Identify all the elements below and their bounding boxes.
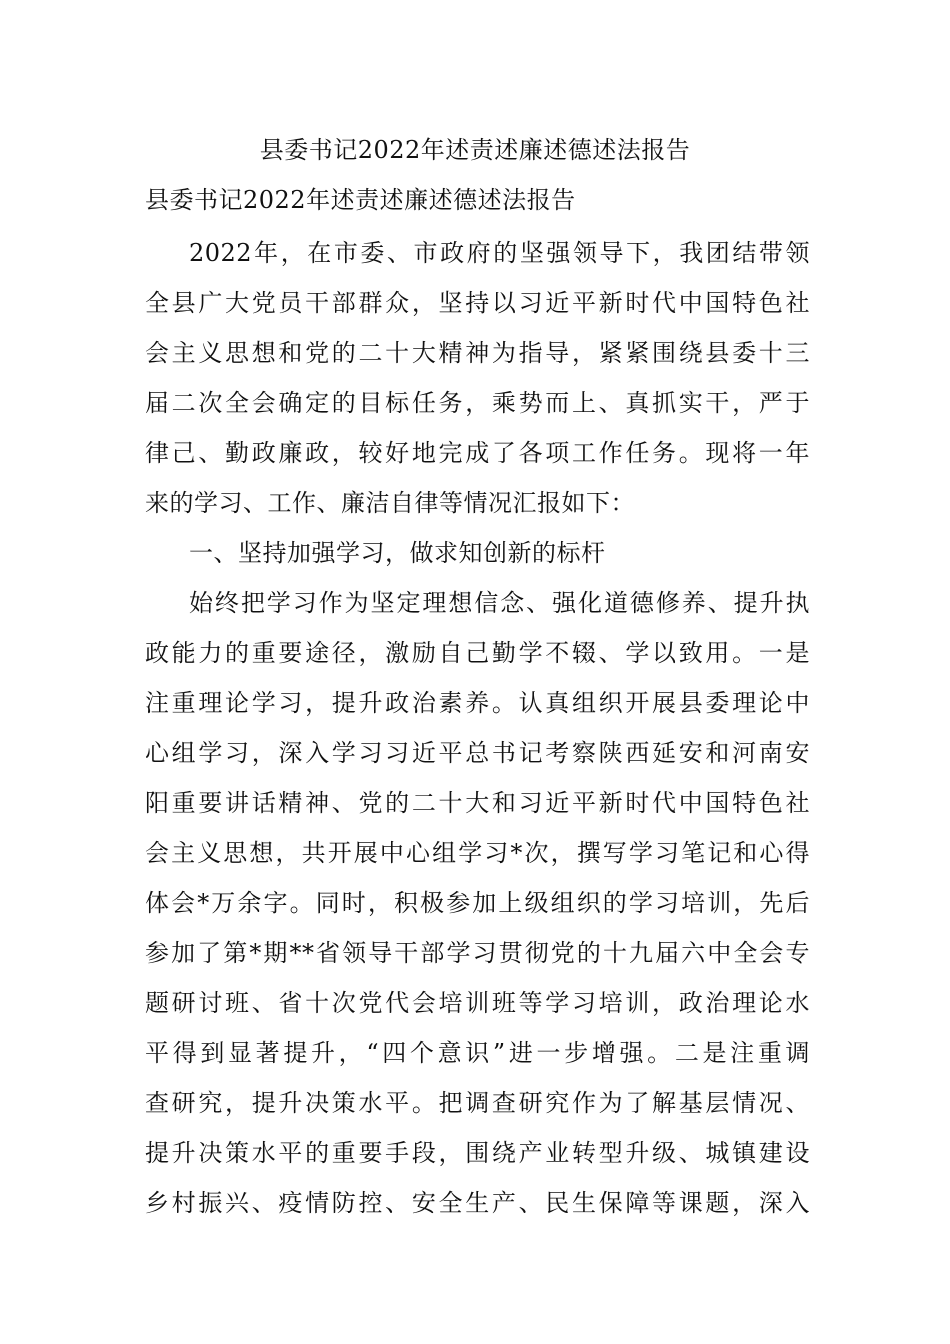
body-line: 政能力的重要途径，激励自己勤学不辍、学以致用。一是 [145,639,810,667]
body-line: 题研讨班、省十次党代会培训班等学习培训，政治理论水 [145,989,810,1017]
body-line: 来的学习、工作、廉洁自律等情况汇报如下： [145,489,635,517]
body-line: 全县广大党员干部群众，坚持以习近平新时代中国特色社 [145,289,810,317]
body-line: 始终把学习作为坚定理想信念、强化道德修养、提升执 [189,589,810,617]
body-line: 会主义思想和党的二十大精神为指导，紧紧围绕县委十三 [145,339,810,367]
body-line: 参加了第*期**省领导干部学习贯彻党的十九届六中全会专 [145,939,810,967]
body-line: 乡村振兴、疫情防控、安全生产、民生保障等课题，深入 [145,1189,810,1217]
body-line: 一、坚持加强学习，做求知创新的标杆 [189,539,606,567]
body-line: 届二次全会确定的目标任务，乘势而上、真抓实干，严于 [145,389,810,417]
body-line: 会主义思想，共开展中心组学习*次，撰写学习笔记和心得 [145,839,810,867]
body-line: 体会*万余字。同时，积极参加上级组织的学习培训，先后 [145,889,810,917]
document-body [145,228,810,1228]
body-line: 提升决策水平的重要手段，围绕产业转型升级、城镇建设 [145,1139,810,1167]
body-line: 注重理论学习，提升政治素养。认真组织开展县委理论中 [145,689,810,717]
body-line: 2022年，在市委、市政府的坚强领导下，我团结带领 [189,239,810,267]
body-line: 阳重要讲话精神、党的二十大和习近平新时代中国特色社 [145,789,810,817]
body-line: 平得到显著提升，“四个意识”进一步增强。二是注重调 [145,1039,810,1067]
body-line: 查研究，提升决策水平。把调查研究作为了解基层情况、 [145,1089,810,1117]
body-line: 心组学习，深入学习习近平总书记考察陕西延安和河南安 [145,739,810,767]
body-line: 律己、勤政廉政，较好地完成了各项工作任务。现将一年 [145,439,810,467]
document-title: 县委书记2022年述责述廉述德述法报告 [259,136,691,164]
document-subtitle: 县委书记2022年述责述廉述德述法报告 [145,186,576,214]
